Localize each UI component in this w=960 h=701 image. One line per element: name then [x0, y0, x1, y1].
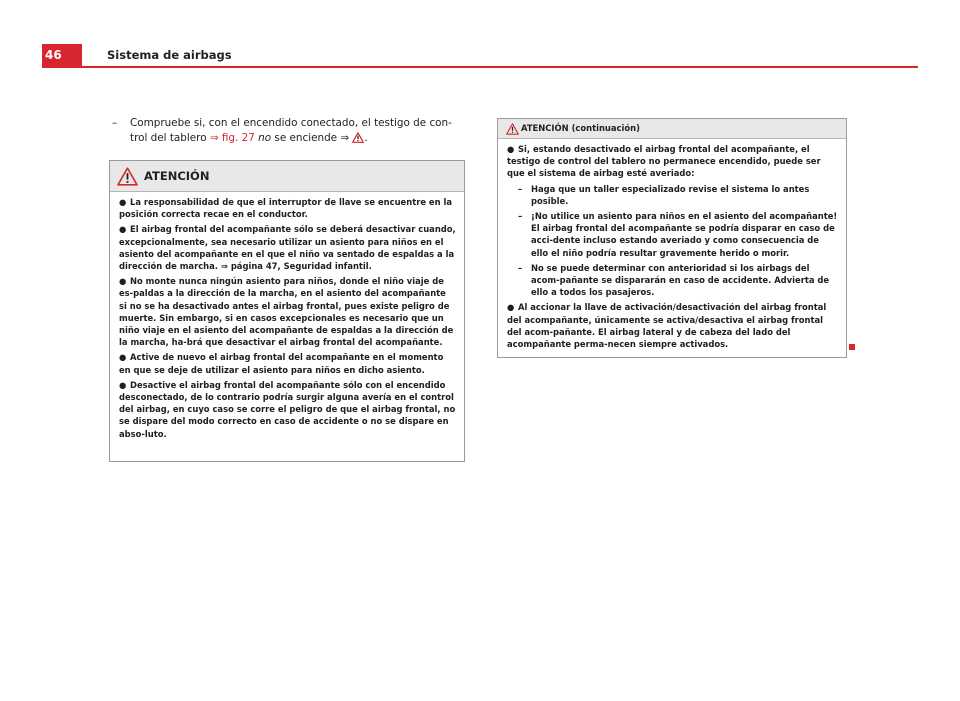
bullet-icon: ●: [119, 224, 127, 235]
warning-item-text: Si, estando desactivado el airbag frontal del acompañante, el testigo de control del tablero no permanece encendido, puede ser que el sistema de airbag esté averiado:: [507, 144, 821, 179]
figure-link[interactable]: ⇒ fig. 27: [209, 132, 255, 144]
sub-dash: –: [518, 262, 523, 273]
warning-item-text: Desactive el airbag frontal del acompañante sólo con el encendido desconectado, de lo contrario podría surgir alguna avería en el control del airbag, en cuyo caso se corre el peligro de que el airbag frontal, no se dispare del modo correcto en caso de accidente o no se dispare en abso-luto.: [119, 379, 456, 439]
warning-item: [119, 379, 456, 440]
warning-box-title: ATENCIÓN: [144, 169, 210, 183]
warning-item: [507, 301, 838, 350]
warning-triangle-icon[interactable]: [352, 132, 364, 143]
page-header: [42, 44, 918, 68]
sub-dash: –: [518, 183, 523, 194]
page-number: 46: [42, 44, 82, 66]
warning-sub-item: [507, 262, 838, 299]
sub-dash: –: [518, 211, 523, 222]
warning-triangle-icon: [506, 123, 519, 135]
warning-item: [507, 143, 838, 180]
warning-box-title: ATENCIÓN (continuación): [521, 123, 640, 133]
step-dash: –: [112, 117, 118, 129]
section-title: Sistema de airbags: [107, 48, 232, 62]
bullet-icon: ●: [507, 302, 515, 313]
step-text-italic: no: [254, 132, 272, 144]
bullet-icon: ●: [119, 352, 127, 363]
warning-box-header: [498, 119, 846, 139]
warning-item-text: No monte nunca ningún asiento para niños, donde el niño viaje de es-paldas a la dirección de la marcha, en el asiento del acompañante si no se ha desactivado antes el airbag frontal, pues existe peligro de muerte. Sin embargo, si en casos excepcionales es necesario que un niño viaje en el asiento del acompañante de espaldas a la dirección de la marcha, ha-brá que desactivar el airbag frontal del acompañante.: [119, 276, 454, 348]
header-rule: [42, 66, 918, 68]
warning-sub-item-text: ¡No utilice un asiento para niños en el asiento del acompañante! El airbag frontal del acompañante se podría disparar en caso de acci-dente incluso estando averiado y como consecuencia de ello el niño podría resultar gravemente herido o morir.: [531, 211, 838, 258]
warning-sub-item: [507, 210, 838, 259]
step-text-after: se enciende ⇒: [271, 132, 353, 144]
warning-box: [109, 160, 465, 462]
warning-triangle-icon: [117, 167, 138, 186]
bullet-icon: ●: [119, 276, 127, 287]
warning-item: [119, 223, 456, 272]
instruction-step: [112, 116, 462, 146]
warning-item-text: La responsabilidad de que el interruptor de llave se encuentre en la posición correcta recae en el conductor.: [119, 197, 452, 220]
end-of-section-marker: [849, 344, 855, 350]
step-text-end: .: [364, 132, 368, 144]
warning-box-body: [498, 139, 846, 357]
warning-item: [119, 351, 456, 375]
warning-item-text: Al accionar la llave de activación/desactivación del airbag frontal del acompañante, únicamente se activa/desactiva el airbag frontal del acom-pañante. El airbag lateral y de cabeza del lado del acompañante perma-necen siempre activados.: [507, 302, 827, 350]
warning-sub-item-text: Haga que un taller especializado revise el sistema lo antes posible.: [531, 183, 810, 206]
warning-sub-item-text: No se puede determinar con anterioridad si los airbags del acom-pañante se dispararán en caso de accidente. Advierta de ello a todos los pasajeros.: [531, 262, 830, 298]
bullet-icon: ●: [119, 197, 127, 207]
step-text-before: Compruebe si, con el encendido conectado, el testigo de con-trol del tablero: [130, 117, 452, 144]
bullet-icon: ●: [119, 379, 127, 390]
warning-box-header: [110, 161, 464, 192]
warning-box-body: [110, 192, 464, 447]
bullet-icon: ●: [507, 144, 515, 154]
warning-item: [119, 196, 456, 220]
step-text: [112, 116, 462, 146]
warning-box-continued: [497, 118, 847, 358]
warning-item-text: Active de nuevo el airbag frontal del acompañante en el momento en que se deje de utilizar el asiento para niños en dicho asiento.: [119, 352, 444, 375]
warning-sub-item: [507, 183, 838, 207]
warning-item: [119, 275, 456, 348]
warning-item-text: El airbag frontal del acompañante sólo se deberá desactivar cuando, excepcionalmente, sea necesario utilizar un asiento para niños en el asiento del acompañante en el que el niño va sentado de espaldas a la dirección de marcha. ⇒ página 47, Seguridad infantil.: [119, 224, 456, 272]
